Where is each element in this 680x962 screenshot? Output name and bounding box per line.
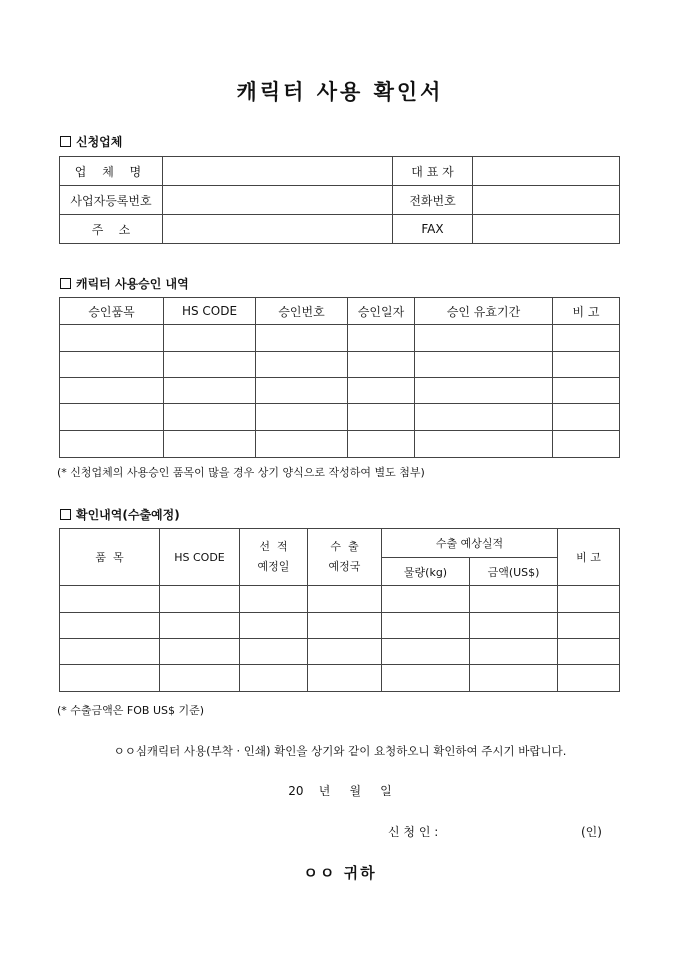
cell[interactable]	[470, 665, 558, 692]
cell[interactable]	[348, 404, 415, 431]
cell[interactable]	[60, 378, 164, 404]
cell[interactable]	[256, 404, 348, 431]
cell[interactable]	[60, 639, 160, 665]
cell[interactable]	[164, 352, 256, 378]
seal-label: (인)	[581, 825, 602, 839]
business-number-label: 사업자등록번호	[60, 186, 163, 215]
applicant-label: 신 청 인 :	[388, 825, 439, 839]
section-applicant-heading-text: 신청업체	[76, 135, 123, 149]
header-approval-date: 승인일자	[348, 298, 415, 325]
header-expected-performance: 수출 예상실적	[382, 529, 558, 558]
approval-note: (* 신청업체의 사용승인 품목이 많을 경우 상기 양식으로 작성하여 별도 첨부)	[57, 466, 425, 479]
phone-field[interactable]	[473, 186, 620, 215]
cell[interactable]	[348, 431, 415, 458]
cell[interactable]	[256, 325, 348, 352]
table-row	[60, 378, 620, 404]
header-shipping-date	[240, 529, 308, 586]
cell[interactable]	[308, 586, 382, 613]
header-approved-item: 승인품목	[60, 298, 164, 325]
cell[interactable]	[470, 639, 558, 665]
cell[interactable]	[60, 325, 164, 352]
square-bullet-icon	[60, 509, 71, 520]
request-text: ㅇㅇ심캐릭터 사용(부착 · 인쇄) 확인을 상기와 같이 요청하오니 확인하여 주시기 바랍니다.	[113, 744, 567, 758]
cell[interactable]	[382, 665, 470, 692]
cell[interactable]	[60, 586, 160, 613]
cell[interactable]	[60, 613, 160, 639]
header-remarks: 비 고	[553, 298, 620, 325]
cell[interactable]	[415, 431, 553, 458]
header-hs-code: HS CODE	[160, 529, 240, 586]
header-export-country	[308, 529, 382, 586]
table-row	[60, 352, 620, 378]
cell[interactable]	[308, 639, 382, 665]
table-row	[60, 215, 620, 244]
cell[interactable]	[240, 665, 308, 692]
cell[interactable]	[164, 404, 256, 431]
cell[interactable]	[348, 325, 415, 352]
header-remarks: 비 고	[558, 529, 620, 586]
representative-label: 대 표 자	[393, 157, 473, 186]
fax-label: FAX	[393, 215, 473, 244]
cell[interactable]	[164, 378, 256, 404]
approval-table	[59, 297, 620, 458]
cell[interactable]	[470, 613, 558, 639]
section-applicant-heading	[60, 133, 122, 150]
address-label: 주 소	[60, 215, 163, 244]
cell[interactable]	[558, 613, 620, 639]
cell[interactable]	[256, 378, 348, 404]
table-row	[60, 186, 620, 215]
cell[interactable]	[553, 378, 620, 404]
header-shipping-date-line1: 선 적	[259, 540, 288, 553]
section-approval-heading-text: 캐릭터 사용승인 내역	[76, 277, 189, 291]
cell[interactable]	[160, 639, 240, 665]
square-bullet-icon	[60, 136, 71, 147]
cell[interactable]	[382, 586, 470, 613]
cell[interactable]	[256, 431, 348, 458]
business-number-field[interactable]	[163, 186, 393, 215]
header-export-country-line1: 수 출	[330, 540, 359, 553]
cell[interactable]	[470, 586, 558, 613]
phone-label: 전화번호	[393, 186, 473, 215]
document-title: 캐릭터 사용 확인서	[236, 79, 444, 104]
cell[interactable]	[348, 352, 415, 378]
cell[interactable]	[553, 404, 620, 431]
cell[interactable]	[415, 378, 553, 404]
header-shipping-date-line2: 예정일	[257, 560, 290, 573]
cell[interactable]	[553, 431, 620, 458]
fax-field[interactable]	[473, 215, 620, 244]
export-table	[59, 528, 620, 692]
address-field[interactable]	[163, 215, 393, 244]
cell[interactable]	[382, 639, 470, 665]
header-quantity: 물량(kg)	[382, 558, 470, 586]
cell[interactable]	[558, 639, 620, 665]
cell[interactable]	[256, 352, 348, 378]
cell[interactable]	[415, 325, 553, 352]
export-note: (* 수출금액은 FOB US$ 기준)	[57, 704, 205, 717]
applicant-table	[59, 156, 620, 244]
cell[interactable]	[160, 586, 240, 613]
cell[interactable]	[60, 404, 164, 431]
cell[interactable]	[240, 639, 308, 665]
cell[interactable]	[553, 325, 620, 352]
cell[interactable]	[308, 613, 382, 639]
cell[interactable]	[348, 378, 415, 404]
company-name-field[interactable]	[163, 157, 393, 186]
cell[interactable]	[558, 586, 620, 613]
header-approval-number: 승인번호	[256, 298, 348, 325]
cell[interactable]	[415, 404, 553, 431]
cell[interactable]	[415, 352, 553, 378]
table-header-row	[60, 298, 620, 325]
cell[interactable]	[240, 613, 308, 639]
table-row	[60, 325, 620, 352]
square-bullet-icon	[60, 278, 71, 289]
cell[interactable]	[308, 665, 382, 692]
cell[interactable]	[164, 325, 256, 352]
table-row	[60, 586, 620, 613]
section-approval-heading	[60, 275, 189, 292]
cell[interactable]	[382, 613, 470, 639]
addressee: ㅇㅇ 귀하	[303, 864, 377, 882]
section-export-heading	[60, 506, 180, 523]
table-header-row	[60, 529, 620, 558]
cell[interactable]	[160, 613, 240, 639]
table-row	[60, 639, 620, 665]
cell[interactable]	[60, 665, 160, 692]
table-row	[60, 665, 620, 692]
company-name-label: 업 체 명	[60, 157, 163, 186]
applicant-signature-field[interactable]	[464, 820, 569, 838]
table-row	[60, 431, 620, 458]
cell[interactable]	[60, 431, 164, 458]
header-validity-period: 승인 유효기간	[415, 298, 553, 325]
table-row	[60, 613, 620, 639]
cell[interactable]	[553, 352, 620, 378]
date-line: 20 년 월 일	[288, 784, 392, 798]
cell[interactable]	[60, 352, 164, 378]
header-amount: 금액(US$)	[470, 558, 558, 586]
cell[interactable]	[164, 431, 256, 458]
cell[interactable]	[240, 586, 308, 613]
header-item: 품 목	[60, 529, 160, 586]
header-hs-code: HS CODE	[164, 298, 256, 325]
section-export-heading-text: 확인내역(수출예정)	[76, 508, 180, 522]
table-row	[60, 157, 620, 186]
header-export-country-line2: 예정국	[328, 560, 361, 573]
table-row	[60, 404, 620, 431]
cell[interactable]	[558, 665, 620, 692]
cell[interactable]	[160, 665, 240, 692]
representative-field[interactable]	[473, 157, 620, 186]
